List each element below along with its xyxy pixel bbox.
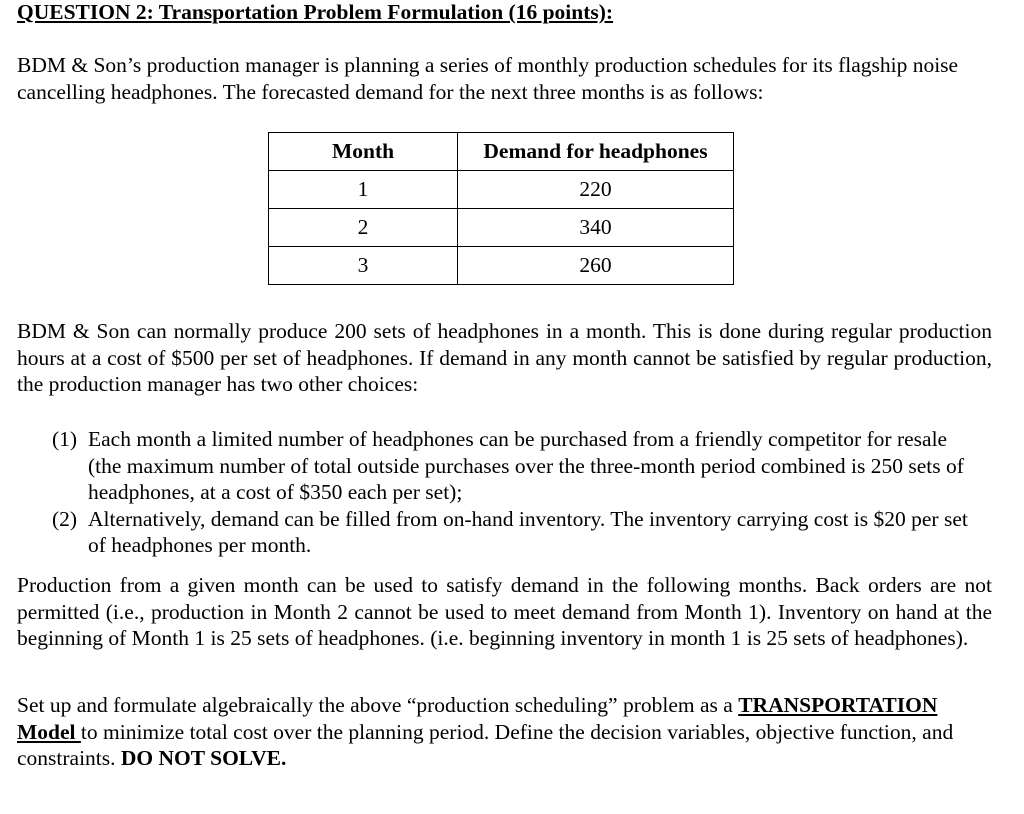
demand-cell: 220 <box>458 171 734 209</box>
choice-text: Each month a limited number of headphones can be purchased from a friendly competitor for resale (the maximum number of total outside purchases over the three-month period combined is 250 sets of headphones, at a cost of $350 each per set); <box>88 427 964 504</box>
header-month: Month <box>269 133 458 171</box>
header-demand: Demand for headphones <box>458 133 734 171</box>
transportation-model-term: TRANSPORTATION Model <box>17 693 938 744</box>
month-cell: 3 <box>269 247 458 285</box>
question-title: QUESTION 2: Transportation Problem Formulation (16 points): <box>17 0 614 24</box>
task-paragraph <box>17 692 992 772</box>
table-row <box>269 247 734 285</box>
choices-list <box>52 426 982 559</box>
choice-text: Alternatively, demand can be filled from on-hand inventory. The inventory carrying cost is $20 per set of headphones per month. <box>88 506 968 557</box>
task-text-post: to minimize total cost over the planning period. Define the decision variables, objective function, and constraints. <box>17 719 954 770</box>
list-item <box>52 506 982 559</box>
table-row <box>269 209 734 247</box>
task-text-pre: Set up and formulate algebraically the above “production scheduling” problem as a <box>17 693 739 717</box>
month-cell: 1 <box>269 171 458 209</box>
demand-cell: 340 <box>458 209 734 247</box>
choice-number: (2) <box>52 506 78 531</box>
table-header-row <box>269 133 734 171</box>
demand-cell: 260 <box>458 247 734 285</box>
inventory-paragraph: Production from a given month can be used to satisfy demand in the following months. Back orders are not permitted (i.e., production in Month 2 cannot be used to meet demand from Month 1). Inventory on hand at the beginning of Month 1 is 25 sets of headphones. (i.e. beginning inventory in month 1 is 25 sets of headphones). <box>17 573 992 650</box>
do-not-solve-emphasis: DO NOT SOLVE. <box>120 746 287 770</box>
demand-table <box>268 132 734 285</box>
choice-number: (1) <box>52 427 78 451</box>
production-paragraph: BDM & Son can normally produce 200 sets of headphones in a month. This is done during regular production hours at a cost of $500 per set of headphones. If demand in any month cannot be satisfied by regular production, the production manager has two other choices: <box>17 319 992 396</box>
table-row <box>269 171 734 209</box>
month-cell: 2 <box>269 209 458 247</box>
intro-paragraph: BDM & Son’s production manager is planning a series of monthly production schedules for its flagship noise cancelling headphones. The forecasted demand for the next three months is as follows: <box>17 53 959 104</box>
list-item <box>52 426 982 506</box>
